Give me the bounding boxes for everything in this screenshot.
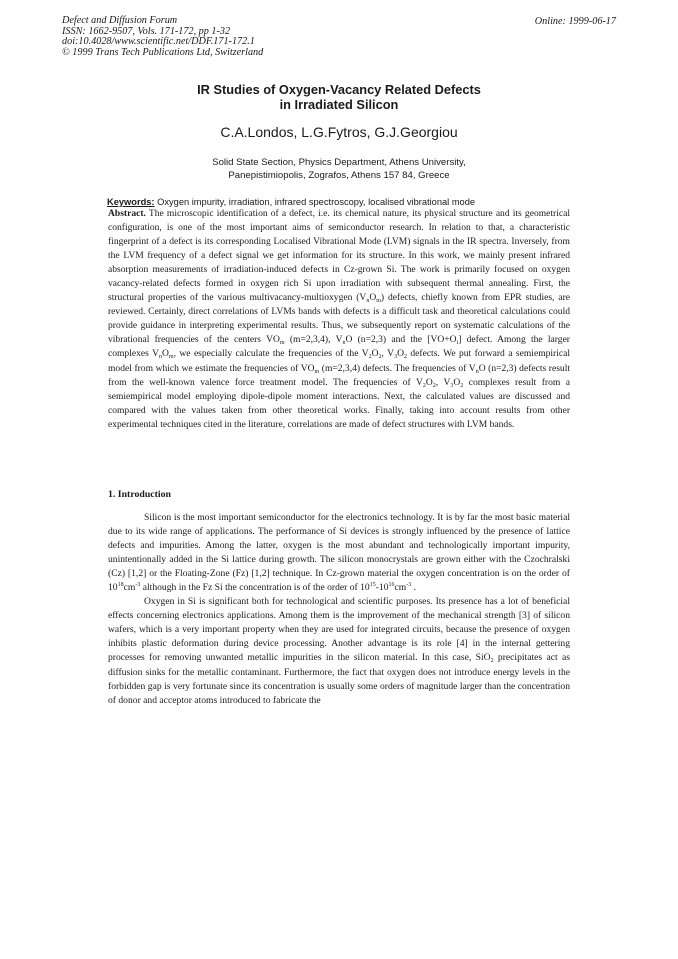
paragraph-text: precipitates act as diffusion sinks for the metallic contaminant. Furthermore, the fact that oxygen does not introduce energy levels in the forbidden gap is very fortunate since its concentration is usually some orders of magnitude larger than the concentration of donor and acceptor atoms introduced to fabricate the — [108, 652, 570, 706]
subscript: 2 — [378, 354, 382, 361]
authors: C.A.Londos, L.G.Fytros, G.J.Georgiou — [220, 124, 458, 140]
superscript: -3 — [135, 582, 141, 589]
abstract-text: , we especially calculate the frequencies of the V — [173, 348, 369, 360]
doi-line[interactable]: doi:10.4028/www.scientific.net/DDF.171-172.1 — [62, 36, 255, 48]
subscript: 2 — [422, 382, 426, 389]
subscript: 2 — [490, 658, 494, 665]
subscript: n — [342, 340, 346, 347]
paragraph-text: although in the Fz Si the concentration is of the order of 10 — [140, 582, 370, 594]
subscript: m — [279, 340, 285, 347]
abstract-text: (m=2,3,4) defects. The frequencies of V — [319, 362, 476, 374]
subscript: n — [366, 298, 370, 305]
keywords — [107, 197, 577, 207]
abstract-text: (m=2,3,4), V — [284, 334, 343, 346]
subscript: 3 — [394, 354, 398, 361]
paragraph — [108, 595, 570, 707]
issn-line: ISSN: 1662-9507, Vols. 171-172, pp 1-32 — [62, 25, 231, 37]
subscript: n — [158, 354, 162, 361]
superscript: 16 — [388, 582, 395, 589]
paragraph-text: Silicon is the most important semiconductor for the electronics technology. It is by far the most basic material due to its wide range of applications. The performance of Si devices is strongly influenced by the presence of lattice defects and impurities. Among the latter, oxygen is the most abundant and technologically important impurity, unintentionally added in the Si lattice during growth. The silicon monocrystals are grown either with the Czochralski (Cz) [1,2] or the Floating-Zone (Fz) [1,2] technique. In Cz-grown material the oxygen concentration is on the order of 10 — [108, 512, 570, 594]
paragraph-text: cm — [394, 582, 407, 594]
abstract-text: O — [425, 376, 433, 388]
abstract — [108, 207, 570, 432]
abstract-label: Abstract. — [108, 208, 146, 219]
title-line-2: in Irradiated Silicon — [279, 97, 399, 112]
affiliation-line-2: Panepistimiopolis, Zografos, Athens 157 84, Greece — [228, 169, 450, 181]
subscript: 2 — [368, 354, 372, 361]
journal-name: Defect and Diffusion Forum — [62, 15, 178, 26]
superscript: 15 — [369, 582, 376, 589]
subscript: 2 — [460, 382, 464, 389]
online-date: Online: 1999-06-17 — [534, 16, 616, 27]
superscript: 18 — [117, 582, 124, 589]
abstract-text: , V — [381, 348, 395, 360]
abstract-text: O — [397, 348, 404, 360]
affiliation — [0, 157, 678, 182]
paragraph-text: -10 — [375, 582, 389, 594]
keywords-text: Oxygen impurity, irradiation, infrared spectroscopy, localised vibrational mode — [154, 197, 476, 207]
copyright-line: © 1999 Trans Tech Publications Ltd, Switzerland — [62, 46, 264, 58]
abstract-text: ) defects, chiefly known from EPR studies, are reviewed. Certainly, direct correlations of LVMs bands with defects is a difficult task and theoretical calculations could provide guidance in interpreting experimental results. Thus, we subsequently report on systematic calculations of the vibrational frequencies of the centers VO — [108, 292, 570, 346]
subscript: 2 — [432, 382, 436, 389]
superscript: -3 — [406, 582, 412, 589]
paragraph-text: cm — [123, 582, 136, 594]
abstract-text: ] defect. Among the larger complexes V — [108, 334, 570, 360]
subscript: m — [314, 368, 320, 375]
abstract-text: The microscopic identification of a defect, i.e. its chemical nature, its physical structure and its geometrical configuration, is one of the most important aims of semiconductor research. In relation to that, a characteristic fingerprint of a defect is its corresponding Localised Vibrational Mode (LVM) signals in the IR spectra. Inversely, from the LVM frequency of a defect signal we get information for its structure. In this work, we mainly present infrared absorption measurements of irradiation-induced defects in Cz-grown Si. The work is primarily focused on oxygen vacancy-related defects formed in oxygen rich Si upon irradiation with subsequent thermal annealing. First, the structural properties of the various multivacancy-multioxygen (V — [108, 208, 570, 304]
abstract-text: O — [371, 348, 379, 360]
keywords-label: Keywords: — [107, 197, 155, 207]
subscript: n — [475, 368, 479, 375]
abstract-text: O (n=2,3) defects result from the well-known valence force treatment model. The frequencies of V — [108, 362, 571, 388]
abstract-text: O — [369, 292, 377, 304]
section-heading: 1. Introduction — [108, 489, 171, 500]
paragraph-text: . — [411, 582, 417, 594]
subscript: i — [456, 340, 459, 347]
paragraph — [108, 511, 570, 595]
abstract-text: defects. We put forward a semiempirical model from which we estimate the frequencies of VO — [108, 348, 571, 374]
subscript: m — [376, 298, 381, 305]
affiliation-line-1: Solid State Section, Physics Department, Athens University, — [212, 157, 466, 168]
abstract-text: , V — [435, 376, 451, 388]
abstract-text: O (n=2,3) and the [VO+O — [345, 334, 457, 346]
subscript: 2 — [403, 354, 407, 361]
subscript: m — [168, 354, 174, 361]
paragraph-text: Oxygen in Si is significant both for technological and scientific purposes. Its presence has a lot of beneficial effects concerning electronics applications. Among them is the improvement of the mechanical strength [3] of silicon wafers, which is a very important property when they are used for integrated circuits, because the presence of oxygen inhibits plastic deformation during device processing. Another advantage is its role [4] in the internal gettering processes for removing unwanted metallic impurities in the silicon material. In this case, SiO — [108, 596, 570, 664]
abstract-text: complexes result from a semiempirical model employing dipole-dipole moment interactions. Next, the calculated values are discussed and compared with the values taken from other theoretical works. Finally, taking into account results from other experimental techniques cited in the literature, correlations are made of defect structures with LVM bands. — [108, 376, 570, 430]
title-line-1: IR Studies of Oxygen-Vacancy Related Defects — [197, 82, 481, 97]
paper-title — [0, 82, 678, 112]
introduction-body — [108, 511, 570, 708]
subscript: 3 — [450, 382, 454, 389]
abstract-text: O — [453, 376, 461, 388]
abstract-text: O — [161, 348, 169, 360]
journal-header — [62, 16, 263, 58]
